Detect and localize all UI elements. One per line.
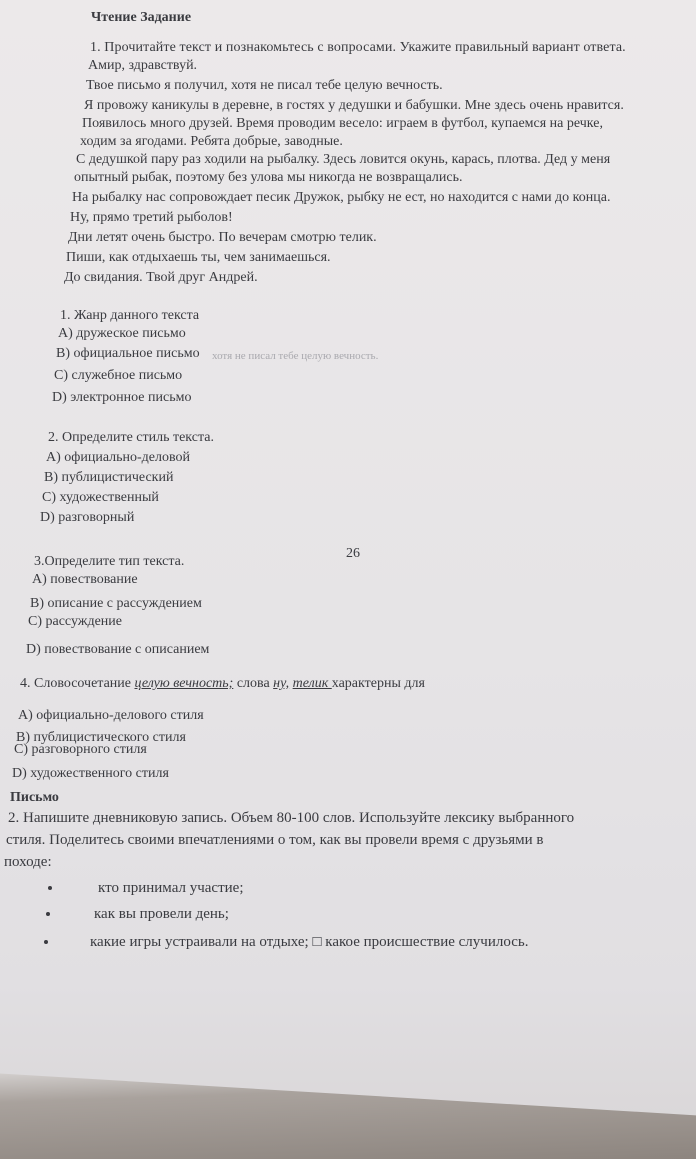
writing-bullet-item: кто принимал участие;: [98, 880, 244, 896]
q4-word1: ну,: [273, 676, 290, 691]
q2-option-c: С) художественный: [42, 490, 159, 505]
q2-option-d: D) разговорный: [40, 510, 135, 525]
q3-option-c: С) рассуждение: [28, 614, 122, 629]
q1-option-b: В) официальное письмо: [56, 346, 200, 361]
q3-option-a: А) повествование: [32, 572, 138, 587]
writing-task-line: 2. Напишите дневниковую запись. Объем 80-100 слов. Используйте лексику выбранного: [8, 810, 575, 826]
q4-option-c: С) разговорного стиля: [14, 742, 147, 757]
document-title: Чтение Задание: [91, 10, 192, 25]
letter-line: Амир, здравствуй.: [88, 58, 198, 73]
q4-prefix: 4. Словосочетание: [20, 676, 135, 691]
letter-line: Дни летят очень быстро. По вечерам смотрю телик.: [68, 230, 377, 245]
bullet-icon: [48, 886, 52, 890]
q3-option-d: D) повествование с описанием: [26, 642, 210, 657]
q4-mid: слова: [233, 676, 274, 691]
writing-task-line: походе:: [4, 854, 52, 870]
q1-option-d: D) электронное письмо: [52, 390, 192, 405]
letter-line: ходим за ягодами. Ребята добрые, заводные.: [80, 134, 343, 149]
letter-line: До свидания. Твой друг Андрей.: [64, 270, 258, 285]
writing-bullet-item: как вы провели день;: [94, 906, 229, 922]
q4-phrase: целую вечность;: [134, 676, 234, 691]
letter-line: Ну, прямо третий рыболов!: [70, 210, 233, 225]
q2-option-b: В) публицистический: [44, 470, 174, 485]
letter-line: опытный рыбак, поэтому без улова мы никогда не возвращались.: [74, 170, 463, 185]
q4-suffix: характерны для: [331, 676, 425, 691]
letter-line: Я провожу каникулы в деревне, в гостях у дедушки и бабушки. Мне здесь очень нравится.: [84, 98, 624, 113]
letter-line: Пиши, как отдыхаешь ты, чем занимаешься.: [66, 250, 331, 265]
page-number: 26: [346, 546, 360, 561]
question-1: 1. Жанр данного текста: [60, 308, 200, 323]
letter-line: На рыбалку нас сопровождает песик Дружок, рыбку не ест, но находится с нами до конца.: [72, 190, 611, 205]
writing-task-line: стиля. Поделитесь своими впечатлениями о том, как вы провели время с друзьями в: [6, 832, 544, 848]
question-3: 3.Определите тип текста.: [34, 554, 185, 569]
question-4: [20, 676, 425, 692]
bullet-icon: [44, 940, 48, 944]
q1-option-c: С) служебное письмо: [54, 368, 183, 383]
q4-option-b: В) публицистического стиля: [16, 730, 186, 745]
letter-line: Появилось много друзей. Время проводим весело: играем в футбол, купаемся на речке,: [82, 116, 603, 131]
writing-heading: Письмо: [10, 790, 59, 805]
q4-option-d: D) художественного стиля: [12, 766, 169, 781]
question-2: 2. Определите стиль текста.: [48, 430, 214, 445]
q4-word2: телик: [292, 676, 332, 691]
q1-option-a: А) дружеское письмо: [58, 326, 186, 341]
writing-bullet-item: какие игры устраивали на отдыхе; □ какое происшествие случилось.: [90, 934, 529, 950]
bleed-through-text: хотя не писал тебе целую вечность.: [212, 350, 379, 362]
letter-line: Твое письмо я получил, хотя не писал тебе целую вечность.: [86, 78, 443, 93]
q4-option-a: А) официально-делового стиля: [18, 708, 204, 723]
bullet-icon: [46, 912, 50, 916]
letter-line: С дедушкой пару раз ходили на рыбалку. Здесь ловится окунь, карась, плотва. Дед у меня: [76, 152, 611, 167]
q2-option-a: А) официально-деловой: [46, 450, 191, 465]
task1-instruction: 1. Прочитайте текст и познакомьтесь с вопросами. Укажите правильный вариант ответа.: [90, 40, 626, 55]
q3-option-b: В) описание с рассуждением: [30, 596, 202, 611]
